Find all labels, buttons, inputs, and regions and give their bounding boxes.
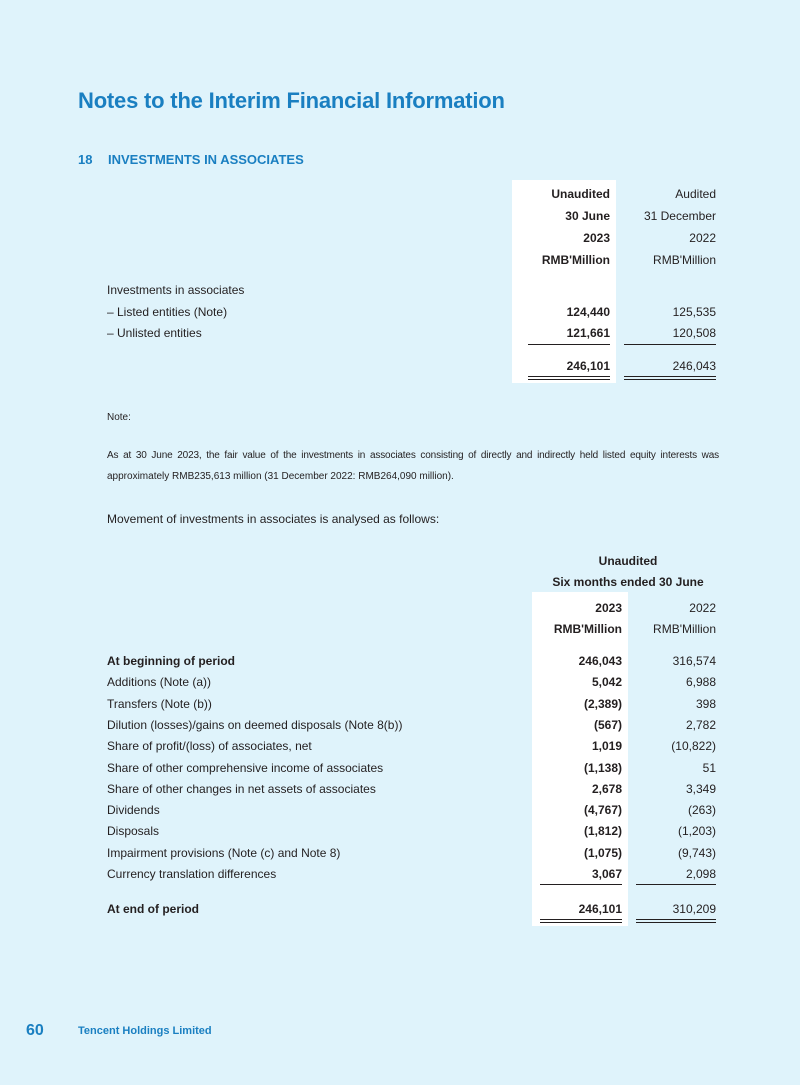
t2-row-value-2023: 5,042: [591, 675, 622, 689]
note-text-line1: As at 30 June 2023, the fair value of the investments in associates consisting of directly and indirectly held listed equity interests was: [107, 450, 719, 461]
t2-row-value-2023: (1,138): [583, 761, 622, 775]
company-name: Tencent Holdings Limited: [78, 1025, 212, 1037]
t1-col1-year: 2023: [583, 231, 610, 245]
t2-row-value-2022: 3,349: [685, 782, 716, 796]
t2-row-label: Currency translation differences: [107, 867, 277, 881]
t1-col1-date: 30 June: [565, 209, 610, 223]
t2-row-value-2022: 51: [702, 761, 716, 775]
t1-col2-status: Audited: [675, 187, 716, 201]
t2-subtotal-rule: [540, 884, 622, 885]
t2-subtotal-rule: [636, 884, 716, 885]
t1-row-label: – Unlisted entities: [107, 326, 202, 340]
t1-total-rule: [528, 376, 610, 377]
movement-intro: Movement of investments in associates is analysed as follows:: [107, 512, 440, 526]
t2-row-label: Share of other comprehensive income of associates: [107, 761, 384, 775]
t1-total-rule: [528, 379, 610, 380]
t1-row-value-2023: 124,440: [566, 305, 610, 319]
t2-row-value-2022: 2,098: [685, 867, 716, 881]
t1-row-label: – Listed entities (Note): [107, 305, 228, 319]
t2-period: Six months ended 30 June: [552, 575, 704, 589]
t2-row-value-2022: 6,988: [685, 675, 716, 689]
t2-col1-year: 2023: [595, 601, 622, 615]
section-number: 18: [78, 152, 93, 167]
t1-total-2022: 246,043: [672, 359, 716, 373]
t2-row-label: Additions (Note (a)): [107, 675, 212, 689]
t2-row-label: Impairment provisions (Note (c) and Note 8): [107, 846, 341, 860]
t2-row-label: Share of other changes in net assets of associates: [107, 782, 376, 796]
t2-closing-2023: 246,101: [578, 902, 622, 916]
t1-col1-unit: RMB'Million: [541, 253, 610, 267]
page-number: 60: [26, 1022, 44, 1039]
t1-row-value-2022: 120,508: [672, 326, 716, 340]
t2-col2-year: 2022: [689, 601, 716, 615]
t2-total-rule: [540, 919, 622, 920]
t2-closing-label: At end of period: [107, 902, 199, 916]
t1-col1-status: Unaudited: [551, 187, 610, 201]
t2-opening-label: At beginning of period: [107, 654, 235, 668]
t2-row-value-2023: (567): [593, 718, 622, 732]
t1-total-rule: [624, 376, 716, 377]
t2-status: Unaudited: [598, 554, 658, 568]
t2-row-value-2023: 3,067: [591, 867, 622, 881]
t2-total-rule: [540, 922, 622, 923]
t2-opening-2022: 316,574: [672, 654, 716, 668]
t2-closing-2022: 310,209: [672, 902, 716, 916]
note-text-line2: approximately RMB235,613 million (31 December 2022: RMB264,090 million).: [107, 471, 454, 482]
t2-row-value-2023: (2,389): [583, 697, 622, 711]
t1-total-rule: [624, 379, 716, 380]
t2-row-value-2023: (1,812): [583, 824, 622, 838]
t1-col2-year: 2022: [689, 231, 716, 245]
t2-row-value-2022: 398: [695, 697, 716, 711]
t2-row-value-2022: (9,743): [677, 846, 716, 860]
t2-total-rule: [636, 919, 716, 920]
t1-total-2023: 246,101: [566, 359, 610, 373]
t1-subtotal-rule: [624, 344, 716, 345]
t2-row-label: Transfers (Note (b)): [107, 697, 212, 711]
section-title: INVESTMENTS IN ASSOCIATES: [108, 152, 304, 167]
t2-col2-unit: RMB'Million: [653, 622, 716, 636]
t2-row-label: Share of profit/(loss) of associates, net: [107, 739, 312, 753]
t2-total-rule: [636, 922, 716, 923]
t1-heading: Investments in associates: [107, 283, 245, 297]
t2-row-value-2023: (1,075): [583, 846, 622, 860]
t2-row-value-2023: 2,678: [591, 782, 622, 796]
t2-row-value-2023: 1,019: [591, 739, 622, 753]
t2-row-value-2022: (1,203): [677, 824, 716, 838]
t1-subtotal-rule: [528, 344, 610, 345]
note-label: Note:: [107, 412, 131, 423]
t2-row-label: Disposals: [107, 824, 160, 838]
t2-row-value-2023: (4,767): [583, 803, 622, 817]
t1-row-value-2022: 125,535: [672, 305, 716, 319]
t1-col2-unit: RMB'Million: [653, 253, 716, 267]
t2-row-value-2022: (10,822): [671, 739, 716, 753]
t2-col1-unit: RMB'Million: [553, 622, 622, 636]
t2-row-label: Dilution (losses)/gains on deemed disposals (Note 8(b)): [107, 718, 403, 732]
t2-row-value-2022: (263): [687, 803, 716, 817]
t1-row-value-2023: 121,661: [566, 326, 610, 340]
t2-row-label: Dividends: [107, 803, 160, 817]
t2-opening-2023: 246,043: [578, 654, 622, 668]
t2-row-value-2022: 2,782: [685, 718, 716, 732]
t1-col2-date: 31 December: [643, 209, 716, 223]
page-title: Notes to the Interim Financial Information: [78, 88, 505, 113]
